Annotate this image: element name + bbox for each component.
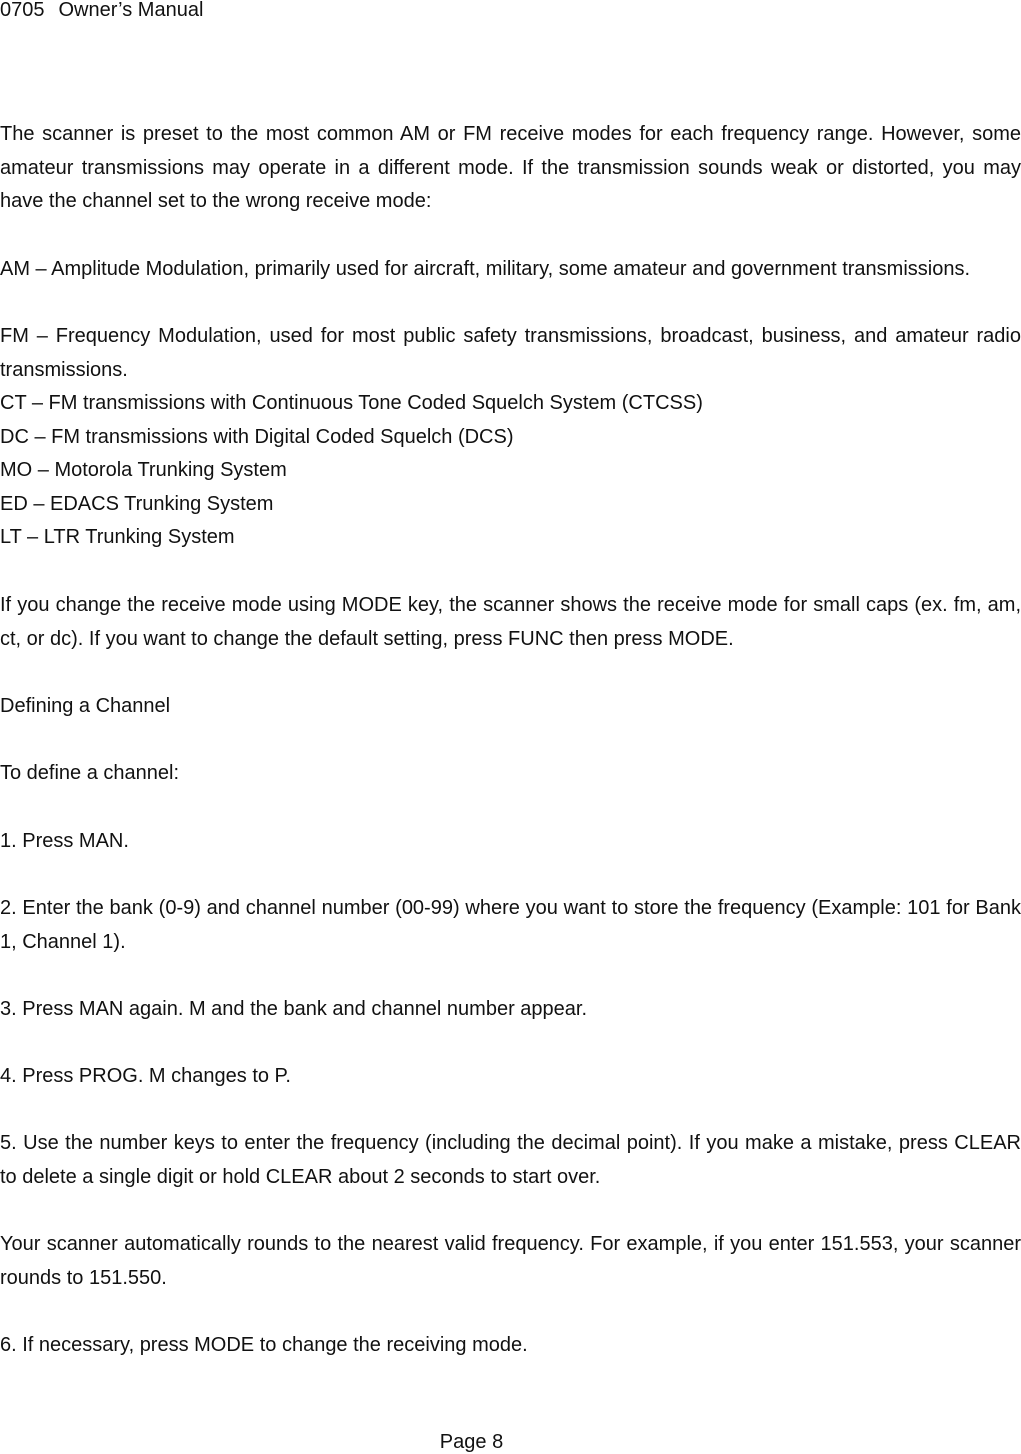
mode-lt: LT – LTR Trunking System xyxy=(0,526,235,548)
lead-in-text: To define a channel: xyxy=(0,762,180,784)
section-heading: Defining a Channel xyxy=(0,695,171,717)
step-6: 6. If necessary, press MODE to change the receiving mode. xyxy=(0,1334,528,1356)
step-3: 3. Press MAN again. M and the bank and channel number appear. xyxy=(0,998,588,1020)
step-1: 1. Press MAN. xyxy=(0,830,129,852)
step-5: 5. Use the number keys to enter the frequency (including the decimal point). If you make a mistake, press CLEAR to delete a single digit or hold CLEAR about 2 seconds to start over. xyxy=(0,1132,1021,1188)
document-title: Owner’s Manual xyxy=(58,0,204,21)
mode-am: AM – Amplitude Modulation, primarily used for aircraft, military, some amateur and government transmissions. xyxy=(0,258,971,280)
mode-dc: DC – FM transmissions with Digital Coded Squelch (DCS) xyxy=(0,426,514,448)
page-number: Page 8 xyxy=(439,1431,504,1453)
rounding-note: Your scanner automatically rounds to the nearest valid frequency. For example, if you enter 151.553, your scanner rounds to 151.550. xyxy=(0,1233,1021,1289)
document-number: 0705 xyxy=(0,0,45,21)
mode-ed: ED – EDACS Trunking System xyxy=(0,493,274,515)
mode-mo: MO – Motorola Trunking System xyxy=(0,459,287,481)
mode-ct: CT – FM transmissions with Continuous Tone Coded Squelch System (CTCSS) xyxy=(0,392,703,414)
step-2: 2. Enter the bank (0-9) and channel number (00-99) where you want to store the frequency (Example: 101 for Bank 1, Channel 1). xyxy=(0,897,1021,953)
mode-change-paragraph: If you change the receive mode using MODE key, the scanner shows the receive mode for small caps (ex. fm, am, ct, or dc). If you want to change the default setting, press FUNC then press MODE. xyxy=(0,594,1021,650)
intro-paragraph: The scanner is preset to the most common AM or FM receive modes for each frequency range. However, some amateur transmissions may operate in a different mode. If the transmission sounds weak or distorted, you may have the channel set to the wrong receive mode: xyxy=(0,123,1021,212)
mode-fm: FM – Frequency Modulation, used for most public safety transmissions, broadcast, business, and amateur radio transmissions. xyxy=(0,325,1021,381)
page-header xyxy=(0,0,203,21)
step-4: 4. Press PROG. M changes to P. xyxy=(0,1065,291,1087)
